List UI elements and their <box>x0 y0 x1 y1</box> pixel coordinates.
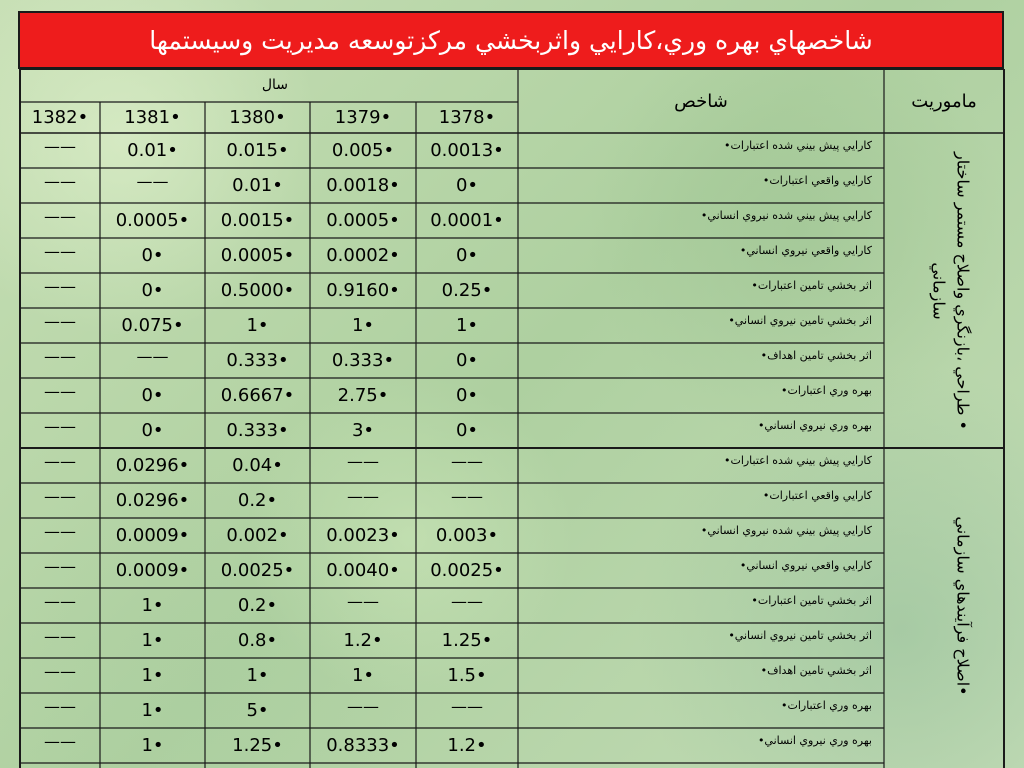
indicator-label: كارايي واقعي اعتبارات• <box>762 174 872 187</box>
value-cell: 0.9160• <box>326 280 400 301</box>
value-cell: 1• <box>141 700 164 721</box>
value-cell: 0.333• <box>331 350 395 371</box>
empty-value: —— <box>44 382 76 401</box>
value-cell: 0.2• <box>237 490 278 511</box>
empty-value: —— <box>44 347 76 366</box>
value-cell: 0• <box>455 350 479 371</box>
empty-value: —— <box>44 207 76 226</box>
empty-value: —— <box>136 172 169 191</box>
value-cell: 0.0040• <box>326 560 400 581</box>
value-cell: 0.333• <box>226 420 289 441</box>
indicator-label: بهره وري نيروي انساني• <box>757 419 872 432</box>
indicator-label: كارايي پيش بيني شده نيروي انساني• <box>700 209 872 222</box>
value-cell: 0.6667• <box>220 385 295 406</box>
value-cell: 0• <box>455 175 479 196</box>
value-cell: 0.0009• <box>115 560 190 581</box>
year-header: 1382• <box>31 107 89 128</box>
value-cell: 1• <box>246 315 269 336</box>
indicator-label: كارايي پيش بيني شده اعتبارات• <box>723 139 872 152</box>
value-cell: 0• <box>455 385 479 406</box>
value-cell: 1• <box>351 665 375 686</box>
value-cell: 0.0015• <box>220 210 295 231</box>
empty-value: —— <box>44 487 76 506</box>
value-cell: 1• <box>141 630 164 651</box>
value-cell: 0.075• <box>121 315 184 336</box>
mission-label: • طراحي ،بازنگري واصلاح مستمر ساختار سازماني <box>929 151 972 430</box>
indicator-label: اثر بخشي تامين اهداف• <box>760 349 872 362</box>
indicator-label: بهره وري اعتبارات• <box>780 699 872 712</box>
empty-value: —— <box>136 347 169 366</box>
empty-value: —— <box>451 452 483 471</box>
indicator-label: كارايي پيش بيني شده نيروي انساني• <box>700 524 872 537</box>
page-title: شاخصهاي بهره وري،كارايي واثربخشي مركزتوسعه مديريت وسيستمها <box>18 11 1004 69</box>
value-cell: 0.0013• <box>430 140 504 161</box>
empty-value: —— <box>347 487 379 506</box>
value-cell: 0.8333• <box>326 735 400 756</box>
empty-value: —— <box>44 627 76 646</box>
value-cell: 0.0296• <box>115 455 190 476</box>
value-cell: 0.5000• <box>220 280 295 301</box>
empty-value: —— <box>44 172 76 191</box>
empty-value: —— <box>44 417 76 436</box>
mission-label: •اصلاح فرآيندهاي سازماني <box>953 515 972 696</box>
value-cell: 0.015• <box>226 140 289 161</box>
value-cell: 1• <box>141 595 164 616</box>
empty-value: —— <box>44 557 76 576</box>
empty-value: —— <box>451 592 483 611</box>
indicator-label: اثر بخشي تامين اهداف• <box>760 664 872 677</box>
empty-value: —— <box>347 592 379 611</box>
value-cell: 0.0025• <box>220 560 295 581</box>
indicator-label: كارايي واقعي اعتبارات• <box>762 489 872 502</box>
value-cell: 0.25• <box>441 280 493 301</box>
value-cell: 0.333• <box>226 350 289 371</box>
empty-value: —— <box>44 732 76 751</box>
value-cell: 1• <box>141 665 164 686</box>
indicator-label: كارايي واقعي نيروي انساني• <box>739 559 872 572</box>
empty-value: —— <box>44 592 76 611</box>
value-cell: 1.2• <box>343 630 383 651</box>
value-cell: 1• <box>455 315 479 336</box>
value-cell: 0.0005• <box>326 210 400 231</box>
indicator-label: كارايي واقعي نيروي انساني• <box>739 244 872 257</box>
empty-value: —— <box>44 697 76 716</box>
indicator-label: بهره وري اعتبارات• <box>780 384 872 397</box>
value-cell: 0.0023• <box>326 525 400 546</box>
value-cell: 0.0018• <box>326 175 400 196</box>
header-mission: ماموريت <box>911 90 977 112</box>
empty-value: —— <box>347 697 379 716</box>
value-cell: 0• <box>455 245 479 266</box>
value-cell: 1.25• <box>232 735 283 756</box>
empty-value: —— <box>44 452 76 471</box>
empty-value: —— <box>44 312 76 331</box>
value-cell: 0• <box>141 280 164 301</box>
value-cell: 0• <box>455 420 479 441</box>
value-cell: 0.0005• <box>115 210 190 231</box>
value-cell: 0.0002• <box>326 245 400 266</box>
value-cell: 2.75• <box>337 385 389 406</box>
value-cell: 0.003• <box>435 525 499 546</box>
empty-value: —— <box>347 452 379 471</box>
indicator-label: اثر بخشي تامين نيروي انساني• <box>728 629 872 642</box>
value-cell: 0.0009• <box>115 525 190 546</box>
empty-value: —— <box>451 697 483 716</box>
value-cell: 1.25• <box>441 630 493 651</box>
value-cell: 1• <box>246 665 269 686</box>
indicator-label: اثر بخشي تامين اعتبارات• <box>751 594 872 607</box>
value-cell: 1• <box>351 315 375 336</box>
empty-value: —— <box>44 242 76 261</box>
value-cell: 0• <box>141 245 164 266</box>
year-header: 1380• <box>229 107 286 128</box>
year-header: 1378• <box>438 107 496 128</box>
header-indicator: شاخص <box>674 90 728 112</box>
value-cell: 1.2• <box>447 735 487 756</box>
empty-value: —— <box>44 522 76 541</box>
value-cell: 0.0296• <box>115 490 190 511</box>
value-cell: 3• <box>351 420 375 441</box>
indicator-label: كارايي پيش بيني شده اعتبارات• <box>723 454 872 467</box>
indicator-label: بهره وري نيروي انساني• <box>757 734 872 747</box>
value-cell: 0.0005• <box>220 245 295 266</box>
header-year: سال <box>261 77 288 93</box>
empty-value: —— <box>44 137 76 156</box>
year-header: 1379• <box>334 107 392 128</box>
value-cell: 0.01• <box>232 175 283 196</box>
indicator-label: اثر بخشي تامين اعتبارات• <box>751 279 872 292</box>
value-cell: 0.2• <box>237 595 278 616</box>
year-header: 1381• <box>124 107 181 128</box>
value-cell: 5• <box>246 700 269 721</box>
value-cell: 0.002• <box>226 525 289 546</box>
empty-value: —— <box>451 487 483 506</box>
indicator-label: اثر بخشي تامين نيروي انساني• <box>728 314 872 327</box>
value-cell: 0• <box>141 385 164 406</box>
value-cell: 0.01• <box>127 140 178 161</box>
value-cell: 0.0001• <box>430 210 504 231</box>
value-cell: 0.005• <box>331 140 395 161</box>
value-cell: 1.5• <box>447 665 487 686</box>
value-cell: 0• <box>141 420 164 441</box>
empty-value: —— <box>44 662 76 681</box>
value-cell: 1• <box>141 735 164 756</box>
value-cell: 0.0025• <box>430 560 504 581</box>
empty-value: —— <box>44 277 76 296</box>
value-cell: 0.8• <box>237 630 278 651</box>
value-cell: 0.04• <box>232 455 283 476</box>
